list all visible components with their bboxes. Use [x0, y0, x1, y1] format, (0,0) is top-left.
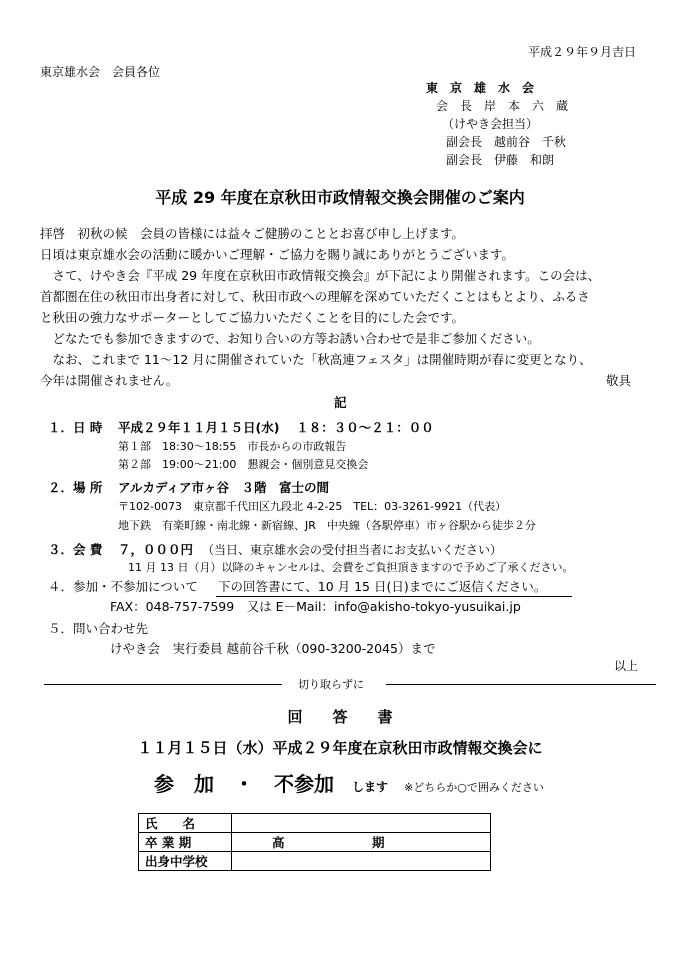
- vice-president-2: 副会長 伊藤 和朗: [446, 153, 555, 167]
- middle-school-label: 出身中学校: [139, 852, 232, 871]
- reply-title: 回 答 書: [287, 708, 393, 726]
- vice-president-1: 副会長 越前谷 千秋: [446, 135, 567, 149]
- rsvp-underline: [216, 596, 572, 597]
- cut-line-right: [386, 684, 656, 685]
- program-part-2: 第２部 19:00～21:00 懇親会・個別意見交換会: [118, 458, 369, 471]
- date-label: １．日 時: [48, 420, 103, 435]
- graduation-field[interactable]: 高 期: [232, 833, 491, 852]
- sender-note: （けやき会担当）: [442, 117, 539, 131]
- ijou: 以上: [614, 659, 639, 673]
- attend-note: ※どちらか○で囲みください: [404, 781, 544, 794]
- cut-line-left: [44, 684, 282, 685]
- place-value: アルカディア市ヶ谷 ３階 富士の間: [118, 480, 330, 495]
- name-field[interactable]: [232, 814, 491, 833]
- rsvp-value: 下の回答書にて、10 月 15 日(日)までにご返信ください。: [218, 579, 547, 594]
- fee-label: ３．会 費: [48, 542, 103, 557]
- place-address: 〒102-0073 東京都千代田区九段北 4-2-25 TEL：03-3261-9921（代表）: [118, 500, 507, 513]
- place-label: ２．場 所: [48, 480, 103, 495]
- cut-line-label: 切り取らずに: [298, 678, 364, 691]
- addressee: 東京雄水会 会員各位: [40, 65, 161, 79]
- program-part-1: 第１部 18:30～18:55 市長からの市政報告: [118, 440, 347, 453]
- graduation-label: 卒 業 期: [139, 833, 232, 852]
- date-value: 平成２９年１１月１５日(水) １８：３０～２１：００: [118, 420, 434, 435]
- table-row: [139, 814, 491, 833]
- contact-value: けやき会 実行委員 越前谷千秋（090-3200-2045）まで: [110, 641, 436, 656]
- rsvp-label: ４．参加・不参加について: [48, 579, 198, 594]
- table-row: [139, 852, 491, 871]
- body-line: 首都圏在住の秋田市出身者に対して、秋田市政への理解を深めていただくことはもとより、ふるさ: [40, 289, 590, 304]
- attend-choice[interactable]: 参 加 ・ 不参加: [154, 772, 334, 796]
- fee-note: （当日、東京雄水会の受付担当者にお支払いください）: [202, 543, 503, 557]
- cancel-note: 11 月 13 日（月）以降のキャンセルは、会費をご負担頂きますので予めご了承ください。: [128, 561, 574, 574]
- body-line: 拝啓 初秋の候 会員の皆様には益々ご健勝のこととお喜び申し上げます。: [40, 226, 465, 241]
- table-row: [139, 833, 491, 852]
- reply-form-table: [138, 813, 491, 871]
- page-title: 平成 29 年度在京秋田市政情報交換会開催のご案内: [155, 188, 525, 207]
- sender-org: 東 京 雄 水 会: [426, 81, 535, 95]
- body-line: 今年は開催されません。: [40, 373, 179, 388]
- body-line: さて、けやき会『平成 29 年度在京秋田市政情報交換会』が下記により開催されます。この会は、: [40, 268, 601, 283]
- document-date: 平成２９年９月吉日: [527, 45, 636, 59]
- contact-label: ５．問い合わせ先: [48, 621, 149, 636]
- body-line: 日頃は東京雄水会の活動に暖かいご理解・ご協力を賜り誠にありがとうございます。: [40, 247, 515, 262]
- body-line: と秋田の強力なサポーターとしてご協力いただくことを目的にした会です。: [40, 310, 465, 325]
- reply-event: １１月１５日（水）平成２９年度在京秋田市政情報交換会に: [137, 739, 543, 757]
- place-access: 地下鉄 有楽町線・南北線・新宿線、JR 中央線（各駅停車）市ヶ谷駅から徒歩２分: [118, 519, 536, 532]
- fee-value: ７，０００円: [118, 542, 194, 557]
- sender-president: 会 長 岸 本 六 蔵: [436, 99, 569, 113]
- body-line: なお、これまで 11～12 月に開催されていた「秋高連フェスタ」は開催時期が春に変更となり、: [40, 352, 592, 367]
- body-line: どなたでも参加できますので、お知り合いの方等お誘い合わせで是非ご参加ください。: [40, 331, 540, 346]
- attend-shimasu: します: [352, 780, 389, 794]
- fax-email: FAX：048-757-7599 又は E－Mail：info@akisho-tokyo-yusuikai.jp: [110, 599, 521, 614]
- closing-keigu: 敬具: [606, 373, 632, 388]
- middle-school-field[interactable]: [232, 852, 491, 871]
- name-label: 氏 名: [139, 814, 232, 833]
- ki-marker: 記: [334, 395, 347, 410]
